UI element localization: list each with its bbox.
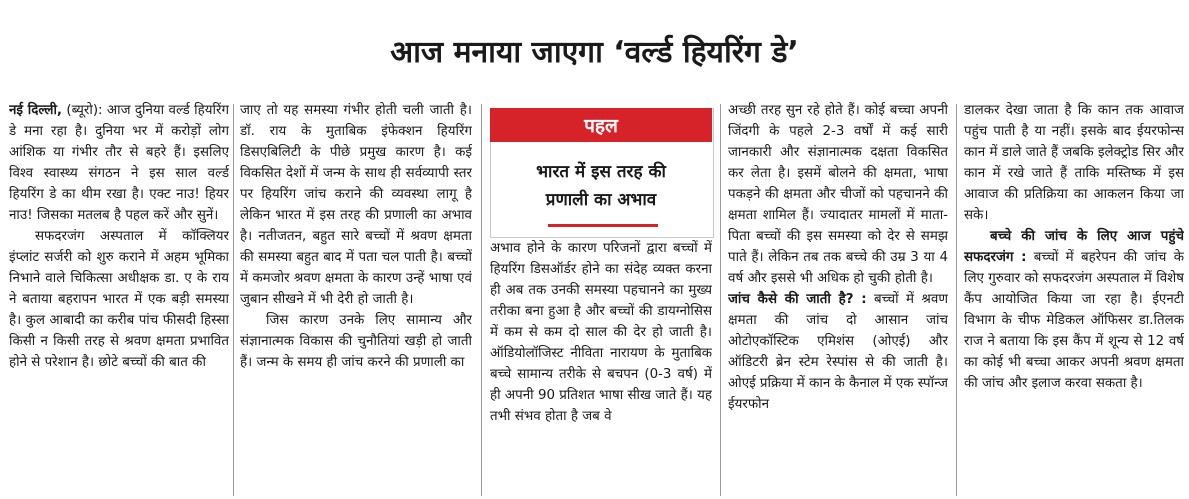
paragraph: जिस कारण उनके लिए सामान्य और संज्ञानात्मक विकास की चुनौतियां खड़ी हो जाती हैं। जन्म के समय ही जांच करने की प्रणाली का [240,313,472,370]
paragraph: डालकर देखा जाता है कि कान तक आवाज पहुंच पाती है या नहीं। इसके बाद ईयरफोन्स कान में डाले जाते हैं जबकि इलेक्ट्रोड सिर और कान में रखे जाते हैं ताकि मस्तिष्क में इस आवाज की प्रतिक्रिया का आकलन किया जा सके। [964,103,1184,223]
sidebar-label: पहल [490,108,712,142]
paragraph: सफदरजंग अस्पताल में कॉक्लियर इंप्लांट सर्जरी को शुरु कराने में अहम भूमिका निभाने वाले चिकित्सा अधीक्षक डा. ए के राय ने बताया बहरापन भारत में एक बड़ी समस्या है। कुल आबादी का करीब पांच फीसदी हिस्सा किसी न किसी तरह से श्रवण क्षमता प्रभावित होने से परेशान है। छोटे बच्चों की बात की [9,229,229,370]
paragraph: जाए तो यह समस्या गंभीर होती चली जाती है। डॉ. राय के मुताबिक इंफेक्शन हियरिंग डिसएबिलिटी के पीछे प्रमुख कारण है। कई विकसित देशों में जन्म के साथ ही सर्वव्यापी स्तर पर हियरिंग जांच कराने की व्यवस्था लागू है लेकिन भारत में इस तरह की प्रणाली का अभाव है। नतीजतन, बहुत सारे बच्चों में श्रवण क्षमता की समस्या बहुत बाद में पता चल पाती है। बच्चों में कमजोर श्रवण क्षमता के कारण उन्हें भाषा एवं जुबान सीखने में भी देरी हो जाती है। [240,103,472,307]
sidebar-title [490,158,712,214]
paragraph: अभाव होने के कारण परिजनों द्वारा बच्चों में हियरिंग डिसऑर्डर होने का संदेह व्यक्त करना ही अब तक उनकी समस्या पहचानने का मुख्य तरीका बना हुआ है और बच्चों की डायग्नोसिस में कम से कम दो साल की देर हो जाती है। ऑडियोलॉजिस्ट नीविता नारायण के मुताबिक बच्चे सामान्य तरीके से बचपन (0-3 वर्ष) में ही अपनी 90 प्रतिशत भाषा सीख जाते हैं। यह तभी संभव होता है जब वे [490,241,712,424]
column-rule [720,104,721,496]
paragraph: (ब्यूरो): आज दुनिया वर्ल्ड हियरिंग डे मना रहा है। दुनिया भर में करोड़ों लोग आंशिक या गंभीर तौर से बहरे हैं। इसलिए विश्व स्वास्थ्य संगठन ने इस साल वर्ल्ड हियरिंग डे का थीम रखा है। एक्ट नाउ! हियर नाउ! जिसका मतलब है पहल करें और सुनें। [9,103,229,223]
dateline: नई दिल्ली, [9,103,63,118]
article-column-1 [9,100,229,499]
paragraph: अच्छी तरह सुन रहे होते हैं। कोई बच्चा अपनी जिंदगी के पहले 2-3 वर्षों में कई सारी जानकारी और संज्ञानात्मक दक्षता विकसित कर लेता है। इसमें बोलने की क्षमता, भाषा पकड़ने की क्षमता और चीजों को पहचानने की क्षमता शामिल हैं। ज्यादातर मामलों में माता-पिता बच्चों की इस समस्या को देर से समझ पाते हैं। लेकिन तब तक बच्चे की उम्र 3 या 4 वर्ष और इससे भी अधिक हो चुकी होती है। [728,103,948,286]
subheading: जांच कैसे की जाती है? : [728,292,867,307]
sidebar-underline [548,224,658,227]
column-rule [956,104,957,496]
article-column-2 [240,100,472,499]
column-rule [233,104,234,496]
sidebar-title-line: प्रणाली का अभाव [545,190,657,210]
article-column-3 [490,238,712,499]
article-column-4 [728,100,948,499]
article-column-5 [964,100,1184,499]
sidebar-title-line: भारत में इस तरह की [536,162,666,182]
paragraph: बच्चों में श्रवण क्षमता की जांच दो आसान जांच ओटोएकॉस्टिक एमिशंस (ओएई) और ऑडिटरी ब्रेन स्टेम रेस्पांस से की जाती है। ओएई प्रक्रिया में कान के कैनाल में एक स्पॉन्ज ईयरफोन [728,292,948,412]
column-rule [481,104,482,496]
paragraph: बच्चों में बहरेपन की जांच के लिए गुरुवार को सफदरजंग अस्पताल में विशेष कैंप आयोजित किया जा रहा है। ईएनटी विभाग के चीफ मेडिकल ऑफिसर डा.तिलक राज ने बताया कि इस कैंप में शून्य से 12 वर्ष का कोई भी बच्चा आकर अपनी श्रवण क्षमता की जांच और इलाज करवा सकता है। [964,250,1184,391]
subheading: बच्चे की जांच के लिए आज पहुंचे सफदरजंग : [964,229,1184,265]
headline: आज मनाया जाएगा ‘वर्ल्ड हियरिंग डे’ [390,34,799,70]
